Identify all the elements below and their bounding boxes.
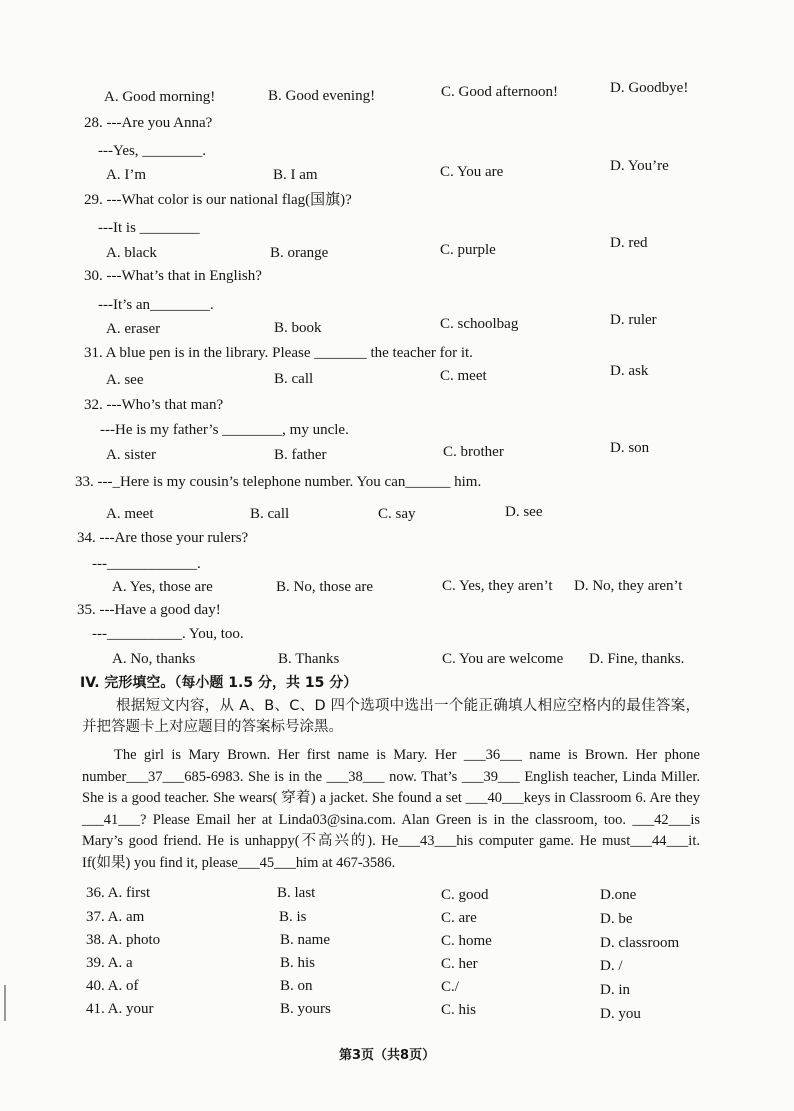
- cloze-40-option-b: B. on: [280, 978, 313, 994]
- q30-option-a: A. eraser: [106, 321, 161, 337]
- q34-answer-line: ---____________.: [92, 556, 201, 572]
- q35-answer-line: ---__________. You, too.: [92, 626, 244, 642]
- cloze-38-option-a: 38. A. photo: [86, 932, 161, 948]
- q30-option-c: C. schoolbag: [440, 316, 519, 332]
- cloze-41-option-a: 41. A. your: [86, 1001, 154, 1017]
- q31-option-a: A. see: [106, 372, 144, 388]
- cloze-40-option-c: C./: [441, 979, 459, 995]
- q30-prompt: 30. ---What’s that in English?: [84, 268, 262, 284]
- q27-option-c: C. Good afternoon!: [441, 84, 559, 100]
- cloze-36-option-d: D.one: [600, 887, 637, 903]
- q35-option-d: D. Fine, thanks.: [589, 651, 685, 667]
- cloze-41-option-b: B. yours: [280, 1001, 331, 1017]
- q33-option-a: A. meet: [106, 506, 154, 522]
- cloze-36-option-b: B. last: [277, 885, 316, 901]
- scan-edge-mark: [4, 985, 6, 1021]
- q31-option-b: B. call: [274, 371, 314, 387]
- q29-option-a: A. black: [106, 245, 157, 261]
- q32-option-d: D. son: [610, 440, 650, 456]
- q30-answer-line: ---It’s an________.: [98, 297, 214, 313]
- q35-prompt: 35. ---Have a good day!: [77, 602, 221, 618]
- q29-prompt: 29. ---What color is our national flag(国旗)?: [84, 192, 352, 208]
- q28-prompt: 28. ---Are you Anna?: [84, 115, 213, 131]
- q29-option-c: C. purple: [440, 242, 496, 258]
- cloze-38-option-b: B. name: [280, 932, 330, 948]
- section-4-heading: IV. 完形填空。（每小题 1.5 分，共 15 分）: [80, 675, 358, 691]
- q27-option-b: B. Good evening!: [268, 88, 376, 104]
- q33-option-b: B. call: [250, 506, 290, 522]
- q34-prompt: 34. ---Are those your rulers?: [77, 530, 249, 546]
- cloze-38-option-d: D. classroom: [600, 935, 680, 951]
- q31-prompt: 31. A blue pen is in the library. Please _______ the teacher for it.: [84, 345, 473, 361]
- q30-option-b: B. book: [274, 320, 322, 336]
- q35-option-b: B. Thanks: [278, 651, 340, 667]
- cloze-37-option-b: B. is: [279, 909, 307, 925]
- q32-option-c: C. brother: [443, 444, 504, 460]
- cloze-39-option-d: D. /: [600, 958, 623, 974]
- q28-answer-line: ---Yes, ________.: [98, 143, 207, 159]
- cloze-36-option-c: C. good: [441, 887, 489, 903]
- cloze-39-option-b: B. his: [280, 955, 316, 971]
- q29-option-b: B. orange: [270, 245, 329, 261]
- q34-option-d: D. No, they aren’t: [574, 578, 683, 594]
- q32-option-a: A. sister: [106, 447, 156, 463]
- q31-option-c: C. meet: [440, 368, 487, 384]
- cloze-37-option-c: C. are: [441, 910, 477, 926]
- q29-answer-line: ---It is ________: [98, 220, 200, 236]
- q29-option-d: D. red: [610, 235, 648, 251]
- q27-option-a: A. Good morning!: [104, 89, 216, 105]
- page-footer: 第3页（共8页）: [339, 1048, 436, 1063]
- q34-option-c: C. Yes, they aren’t: [442, 578, 553, 594]
- cloze-39-option-c: C. her: [441, 956, 478, 972]
- q32-option-b: B. father: [274, 447, 327, 463]
- q32-prompt: 32. ---Who’s that man?: [84, 397, 224, 413]
- cloze-39-option-a: 39. A. a: [86, 955, 133, 971]
- cloze-37-option-d: D. be: [600, 911, 633, 927]
- cloze-40-option-d: D. in: [600, 982, 630, 998]
- q30-option-d: D. ruler: [610, 312, 657, 328]
- q31-option-d: D. ask: [610, 363, 649, 379]
- q32-answer-line: ---He is my father’s ________, my uncle.: [100, 422, 349, 438]
- cloze-38-option-c: C. home: [441, 933, 492, 949]
- q34-option-a: A. Yes, those are: [112, 579, 213, 595]
- cloze-40-option-a: 40. A. of: [86, 978, 139, 994]
- q28-option-a: A. I’m: [106, 167, 146, 183]
- q34-option-b: B. No, those are: [276, 579, 374, 595]
- q35-option-c: C. You are welcome: [442, 651, 564, 667]
- q27-option-d: D. Goodbye!: [610, 80, 689, 96]
- q33-option-c: C. say: [378, 506, 416, 522]
- cloze-41-option-c: C. his: [441, 1002, 477, 1018]
- cloze-41-option-d: D. you: [600, 1006, 641, 1022]
- cloze-37-option-a: 37. A. am: [86, 909, 145, 925]
- q33-option-d: D. see: [505, 504, 543, 520]
- q33-prompt: 33. ---_Here is my cousin’s telephone number. You can______ him.: [75, 474, 482, 490]
- q28-option-d: D. You’re: [610, 158, 669, 174]
- section-4-instructions: 根据短文内容，从 A、B、C、D 四个选项中选出一个能正确填人相应空格内的最佳答案，并把答题卡上对应题目的答案标号涂黑。: [82, 698, 700, 735]
- cloze-36-option-a: 36. A. first: [86, 885, 151, 901]
- cloze-passage: The girl is Mary Brown. Her first name is Mary. Her ___36___ name is Brown. Her phone number___37___685-6983. She is in the ___38___ now. That’s ___39___ English teacher, Linda Miller. She is a good teacher. She wears( 穿着) a jacket. She found a set ___40___keys in Classroom 6. Are they ___41___? Please Email her at Linda03@sina.com. Alan Green is in the classroom, too. ___42___is Mary’s good friend. He is unhappy(不高兴的). He___43___his computer game. He must___44___it. If(如果) you find it, please___45___him at 467-3586.: [82, 747, 700, 871]
- q28-option-b: B. I am: [273, 167, 318, 183]
- q35-option-a: A. No, thanks: [112, 651, 196, 667]
- q28-option-c: C. You are: [440, 164, 504, 180]
